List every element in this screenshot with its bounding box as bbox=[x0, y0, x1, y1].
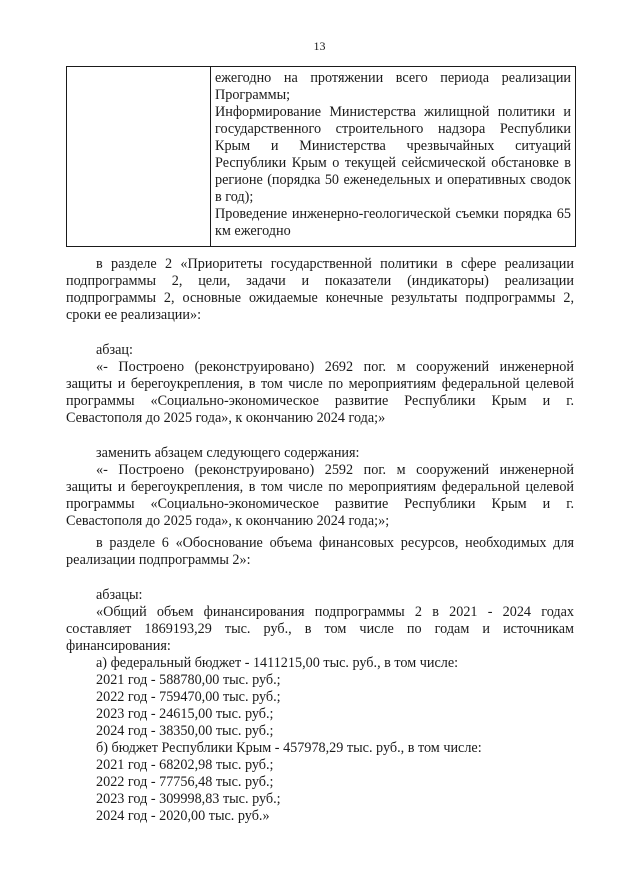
table-cell-text bbox=[211, 67, 576, 247]
section-6-abzacy-label: абзацы: bbox=[96, 587, 143, 603]
table-row bbox=[67, 67, 576, 247]
section-2-replace-label: заменить абзацем следующего содержания: bbox=[96, 445, 360, 461]
section-2-old-text: «- Построено (реконструировано) 2692 пог. м сооружений инженерной защиты и берегоукрепления, в том числе по мероприятиям федеральной целевой программы «Социально-экономическое развитие Республики Крым и г. Севастополя до 2025 года», к окончанию 2024 года;» bbox=[66, 359, 574, 426]
crimea-year-line: 2022 год - 77756,48 тыс. руб.; bbox=[96, 774, 274, 790]
crimea-budget-label: б) бюджет Республики Крым - 457978,29 тыс. руб., в том числе: bbox=[96, 740, 482, 756]
crimea-year-line: 2021 год - 68202,98 тыс. руб.; bbox=[96, 757, 274, 773]
federal-year-line: 2023 год - 24615,00 тыс. руб.; bbox=[96, 706, 274, 722]
section-2-intro: в разделе 2 «Приоритеты государственной политики в сфере реализации подпрограммы 2, цели, задачи и показатели (индикаторы) реализации подпрограммы 2, основные ожидаемые конечные результаты подпрограммы 2, сроки ее реализации»: bbox=[66, 256, 574, 323]
table-text-line: Проведение инженерно-геологической съемки порядка 65 км ежегодно bbox=[215, 206, 571, 239]
crimea-year-line: 2023 год - 309998,83 тыс. руб.; bbox=[96, 791, 281, 807]
federal-year-line: 2021 год - 588780,00 тыс. руб.; bbox=[96, 672, 281, 688]
page-number: 13 bbox=[313, 39, 326, 53]
federal-budget-label: а) федеральный бюджет - 1411215,00 тыс. руб., в том числе: bbox=[96, 655, 459, 671]
continuation-table bbox=[66, 66, 576, 247]
federal-year-line: 2022 год - 759470,00 тыс. руб.; bbox=[96, 689, 281, 705]
crimea-year-line: 2024 год - 2020,00 тыс. руб.» bbox=[96, 808, 270, 824]
section-6-block bbox=[66, 535, 574, 825]
federal-year-line: 2024 год - 38350,00 тыс. руб.; bbox=[96, 723, 274, 739]
section-6-total: «Общий объем финансирования подпрограммы 2 в 2021 - 2024 годах составляет 1869193,29 тыс. руб., в том числе по годам и источникам финансирования: bbox=[66, 604, 574, 654]
section-2-abzac-label: абзац: bbox=[96, 342, 133, 358]
section-6-intro: в разделе 6 «Обоснование объема финансовых ресурсов, необходимых для реализации подпрограммы 2»: bbox=[66, 535, 574, 568]
table-text-line: Информирование Министерства жилищной политики и государственного строительного надзора Республики Крым и Министерства чрезвычайных ситуаций Республики Крым о текущей сейсмической обстановке в регионе (порядка 50 еженедельных и оперативных сводок в год); bbox=[215, 104, 571, 205]
table-text-line: ежегодно на протяжении всего периода реализации Программы; bbox=[215, 70, 571, 103]
table-cell-empty bbox=[67, 67, 211, 247]
section-2-block bbox=[66, 256, 574, 530]
section-2-new-text: «- Построено (реконструировано) 2592 пог. м сооружений инженерной защиты и берегоукрепления, в том числе по мероприятиям федеральной целевой программы «Социально-экономическое развитие Республики Крым и г. Севастополя до 2025 года», к окончанию 2024 года;»; bbox=[66, 462, 574, 529]
